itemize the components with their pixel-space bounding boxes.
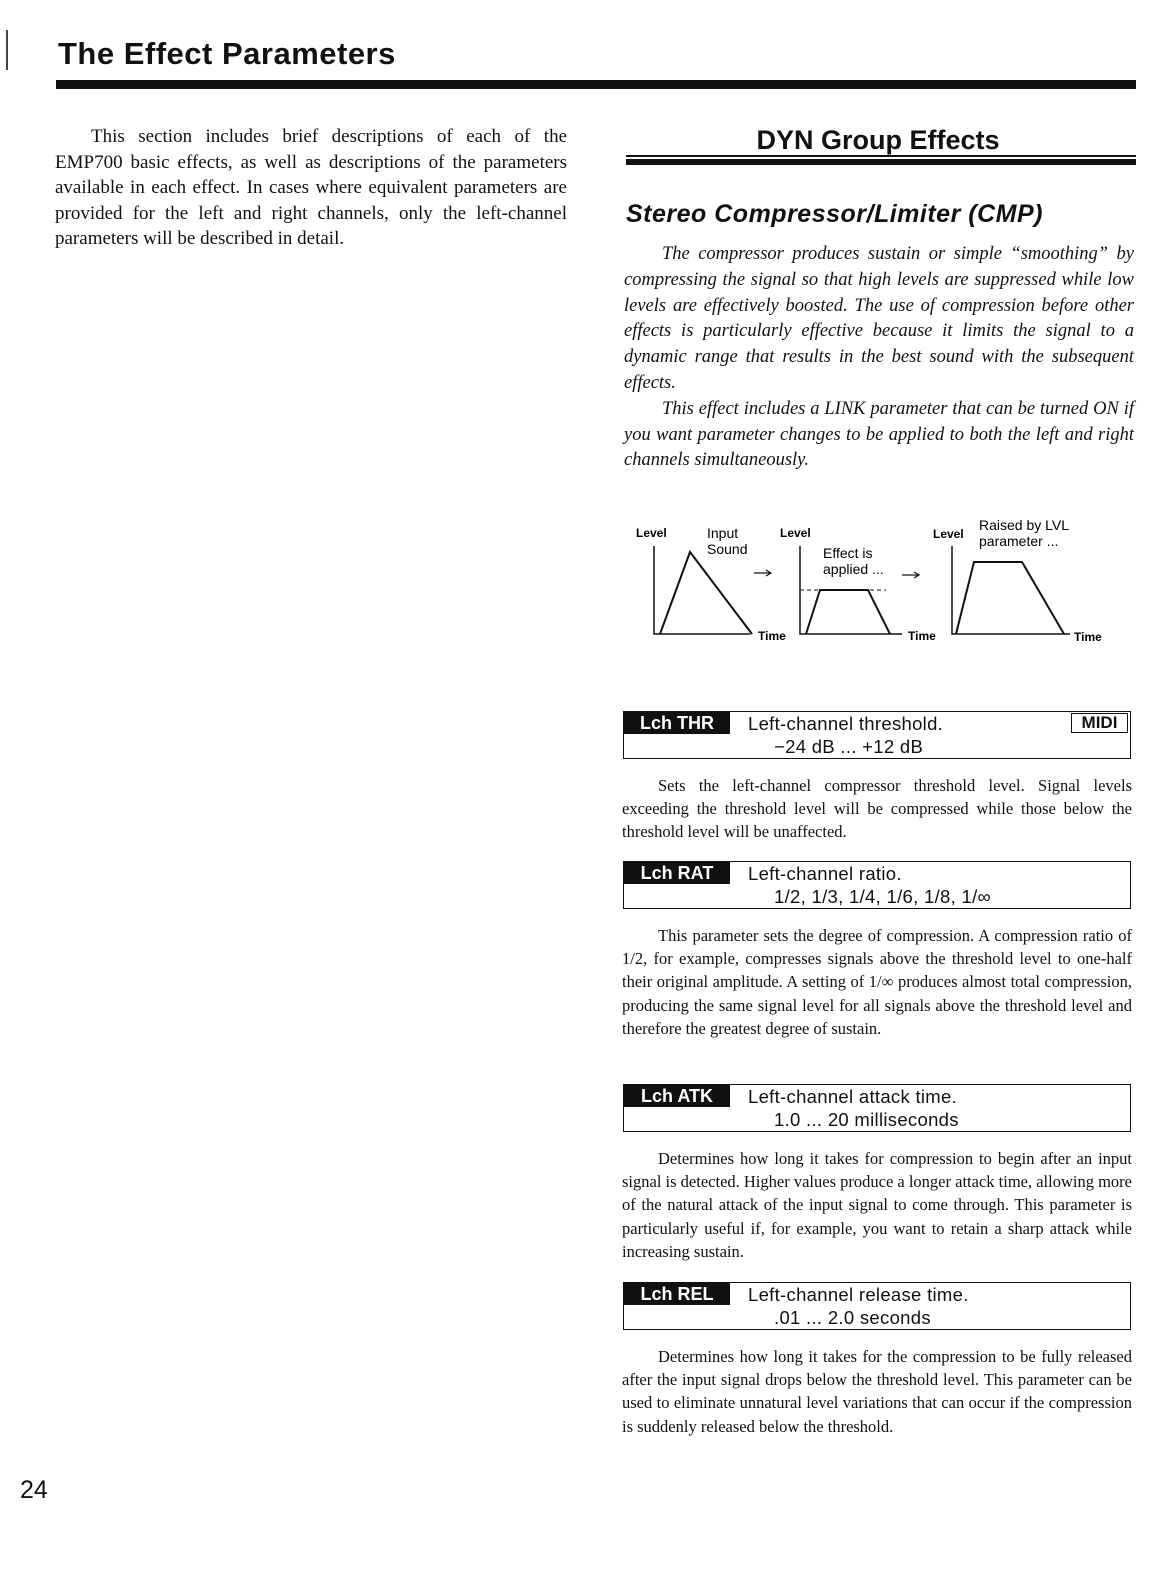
compression-diagram (624, 510, 1136, 660)
group-rule-thick (626, 159, 1136, 165)
param-name: Left-channel release time. (748, 1284, 969, 1305)
panel3-axes (952, 546, 1070, 634)
panel1-waveform (660, 552, 752, 634)
page-number: 24 (20, 1476, 48, 1504)
arrow-icon (754, 570, 771, 576)
param-range: 1/2, 1/3, 1/4, 1/6, 1/8, 1/∞ (774, 886, 992, 907)
level-label: Level (780, 526, 811, 540)
panel1-caption-line1: Input (707, 525, 739, 541)
diagram-panel-output (933, 517, 1102, 644)
param-desc-rel: Determines how long it takes for the compression to be fully released after the input signal drops below the threshold level. This parameter can be used to eliminate unnatural level variations that can occur if the compression is suddenly released below the threshold. (622, 1347, 1132, 1436)
time-label: Time (1074, 630, 1102, 644)
param-tag: Lch REL (624, 1283, 730, 1305)
group-title: DYN Group Effects (756, 125, 1000, 155)
time-label: Time (758, 629, 786, 643)
level-label: Level (636, 526, 667, 540)
arrow-icon (902, 572, 919, 578)
effect-title: Stereo Compressor/Limiter (CMP) (626, 200, 1043, 228)
effect-desc-paragraph-1: The compressor produces sustain or simple “smoothing” by compressing the signal so that high levels are suppressed while low levels are effectively boosted. The use of compression before other effects is particularly effective because it limits the signal to a dynamic range that results in the best sound with the subsequent effects. (624, 244, 1134, 393)
param-box-thr (623, 711, 1131, 759)
diagram-panel-input (636, 525, 786, 643)
page-title: The Effect Parameters (58, 36, 396, 71)
effect-description (624, 242, 1134, 474)
group-rule-thin (626, 155, 1136, 157)
diagram-panel-effect (780, 526, 936, 643)
panel3-caption-line1: Raised by LVL (979, 517, 1070, 533)
param-range: .01 ... 2.0 seconds (774, 1307, 931, 1328)
param-tag: Lch ATK (624, 1085, 730, 1107)
panel2-waveform (806, 590, 890, 634)
panel3-caption-line2: parameter ... (979, 533, 1059, 549)
title-rule (56, 80, 1136, 89)
panel2-caption-line2: applied ... (823, 561, 884, 577)
time-label: Time (908, 629, 936, 643)
param-desc-atk: Determines how long it takes for compression to begin after an input signal is detected. Higher values produce a longer attack time, allowing more of the natural attack of the input signal to come through. This parameter is particularly useful if, for example, you want to retain a sharp attack while increasing sustain. (622, 1149, 1132, 1261)
panel1-axes (654, 546, 750, 634)
param-box-atk (623, 1084, 1131, 1132)
param-tag: Lch RAT (624, 862, 730, 884)
param-desc-rat: This parameter sets the degree of compression. A compression ratio of 1/2, for example, compresses signals above the threshold level to one-half their original amplitude. A setting of 1/∞ produces almost total compression, producing the same signal level for all signals above the threshold level and therefore the greatest degree of sustain. (622, 926, 1132, 1038)
panel2-caption-line1: Effect is (823, 545, 873, 561)
param-desc-thr: Sets the left-channel compressor threshold level. Signal levels exceeding the threshold level will be compressed while those below the threshold level will be unaffected. (622, 776, 1132, 842)
panel3-waveform (956, 562, 1064, 634)
panel1-caption-line2: Sound (707, 541, 748, 557)
param-box-rel (623, 1282, 1131, 1330)
level-label: Level (933, 527, 964, 541)
margin-mark (6, 30, 8, 70)
param-name: Left-channel threshold. (748, 713, 944, 734)
effect-desc-paragraph-2: This effect includes a LINK parameter that can be turned ON if you want parameter changes to be applied to both the left and right channels simultaneously. (624, 398, 1134, 471)
midi-badge: MIDI (1071, 713, 1128, 733)
param-name: Left-channel attack time. (748, 1086, 958, 1107)
param-box-rat (623, 861, 1131, 909)
intro-paragraph: This section includes brief descriptions of each of the EMP700 basic effects, as well as descriptions of the parameters available in each effect. In cases where equivalent parameters are provided for the left and right channels, only the left-channel parameters will be described in detail. (55, 126, 567, 249)
param-tag: Lch THR (624, 712, 730, 734)
param-range: 1.0 ... 20 milliseconds (774, 1109, 959, 1130)
param-name: Left-channel ratio. (748, 863, 902, 884)
param-range: −24 dB ... +12 dB (774, 736, 924, 757)
